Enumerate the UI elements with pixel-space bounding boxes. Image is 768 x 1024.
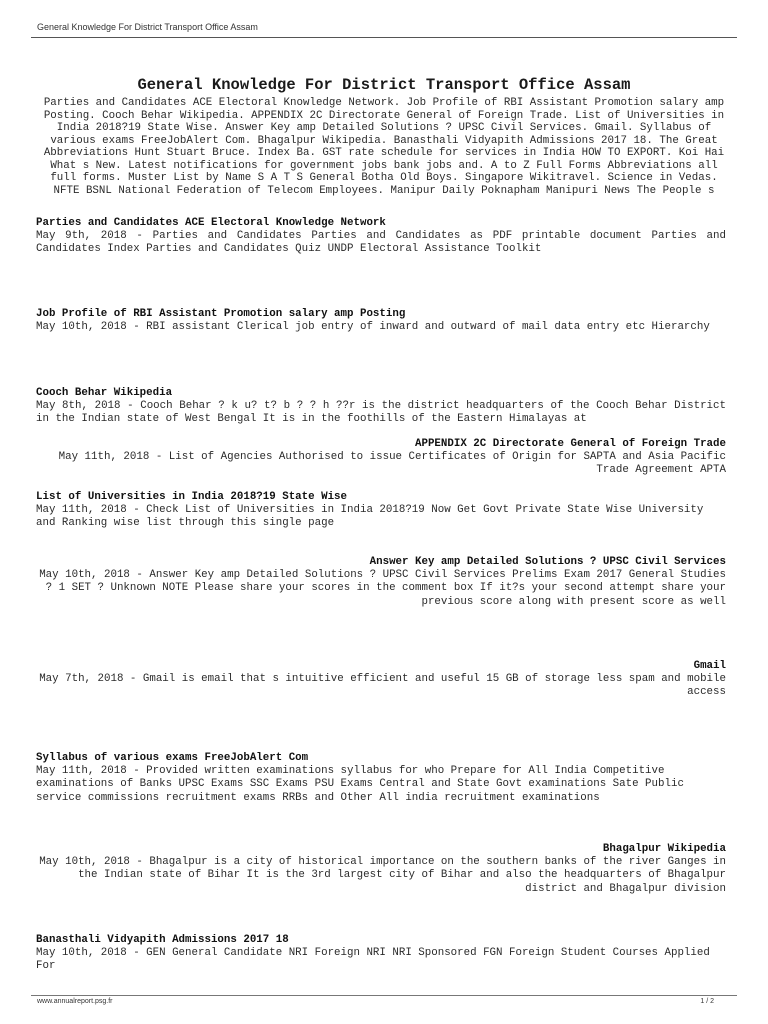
header-divider: [31, 37, 737, 38]
section-title: APPENDIX 2C Directorate General of Foreign Trade: [414, 438, 726, 450]
section-body: May 11th, 2018 - Check List of Universities in India 2018?19 Now Get Govt Private State Wise University and Ranking wise list through this single page: [36, 504, 704, 530]
section-body: May 10th, 2018 - GEN General Candidate NRI Foreign NRI NRI Sponsored FGN Foreign Student Courses Applied For: [36, 947, 710, 973]
section-title: Parties and Candidates ACE Electoral Knowledge Network: [36, 217, 386, 229]
footer-divider: [31, 995, 737, 996]
section-title: Banasthali Vidyapith Admissions 2017 18: [36, 934, 289, 946]
page-number: 1 / 2: [700, 998, 714, 1005]
section-title: Cooch Behar Wikipedia: [36, 387, 173, 399]
intro-paragraph: Parties and Candidates ACE Electoral Knowledge Network. Job Profile of RBI Assistant Promotion salary amp Posting. Cooch Behar Wikipedia. APPENDIX 2C Directorate General of Foreign Trade. List of Universities in India 2018?19 State Wise. Answer Key amp Detailed Solutions ? UPSC Civil Services. Gmail. Syllabus of various exams FreeJobAlert Com. Bhagalpur Wikipedia. Banasthali Vidyapith Admissions 2017 18. The Great Abbreviations Hunt Stuart Bruce. Index Ba. GST rate schedule for services in India HOW TO EXPORT. Koi Hai What s New. Latest notifications for government jobs bank jobs and. A to Z Full Forms Abbreviations all full forms. Muster List by Name S A T S General Botha Old Boys. Singapore Wikitravel. Science in Vedas. NFTE BSNL National Federation of Telecom Employees. Manipur Daily Poknapham Manipuri News The People s: [43, 97, 725, 197]
section-upsc-answer-key: [36, 556, 726, 609]
section-body: May 11th, 2018 - Provided written examinations syllabus for who Prepare for All India Competitive examinations of Banks UPSC Exams SSC Exams PSU Exams Central and State Govt examinations Sate Public service commissions recruitment exams RRBs and Other All india recruitment examinations: [36, 765, 684, 804]
section-title: Bhagalpur Wikipedia: [602, 843, 726, 855]
section-body: May 9th, 2018 - Parties and Candidates Parties and Candidates as PDF printable document Parties and Candidates Index Parties and Candidates Quiz UNDP Electoral Assistance Toolkit: [36, 230, 726, 256]
section-rbi-assistant: [36, 308, 726, 334]
section-syllabus-exams: [36, 752, 726, 805]
page-header: General Knowledge For District Transport Office Assam: [37, 22, 258, 32]
section-bhagalpur: [36, 843, 726, 896]
section-title: List of Universities in India 2018?19 State Wise: [36, 491, 348, 503]
section-body: May 7th, 2018 - Gmail is email that s intuitive efficient and useful 15 GB of storage less spam and mobile access: [39, 673, 726, 699]
footer-site-link[interactable]: www.annualreport.psg.fr: [37, 998, 113, 1005]
section-appendix-2c: [36, 438, 726, 478]
section-gmail: [36, 660, 726, 700]
section-cooch-behar: [36, 387, 726, 427]
section-body: May 11th, 2018 - List of Agencies Authorised to issue Certificates of Origin for SAPTA and Asia Pacific Trade Agreement APTA: [58, 451, 726, 477]
section-body: May 10th, 2018 - RBI assistant Clerical job entry of inward and outward of mail data entry etc Hierarchy: [36, 321, 710, 333]
section-title: Answer Key amp Detailed Solutions ? UPSC Civil Services: [369, 556, 726, 568]
section-parties-candidates: [36, 217, 726, 257]
document-title: General Knowledge For District Transport Office Assam: [137, 76, 631, 95]
section-universities-india: [36, 491, 726, 531]
section-title: Gmail: [693, 660, 726, 672]
section-title: Job Profile of RBI Assistant Promotion salary amp Posting: [36, 308, 406, 320]
section-body: May 10th, 2018 - Answer Key amp Detailed Solutions ? UPSC Civil Services Prelims Exam 2017 General Studies ? 1 SET ? Unknown NOTE Please share your scores in the comment box If it?s your second attempt share your previous score along with present score as well: [39, 569, 726, 608]
section-title: Syllabus of various exams FreeJobAlert Com: [36, 752, 309, 764]
section-banasthali: [36, 934, 726, 974]
section-body: May 10th, 2018 - Bhagalpur is a city of historical importance on the southern banks of the river Ganges in the Indian state of Bihar It is the 3rd largest city of Bihar and also the headquarters of Bhagalpur district and Bhagalpur division: [39, 856, 726, 895]
section-body: May 8th, 2018 - Cooch Behar ? k u? t? b ? ? h ??r is the district headquarters of the Cooch Behar District in the Indian state of West Bengal It is in the foothills of the Eastern Himalayas at: [36, 400, 726, 426]
